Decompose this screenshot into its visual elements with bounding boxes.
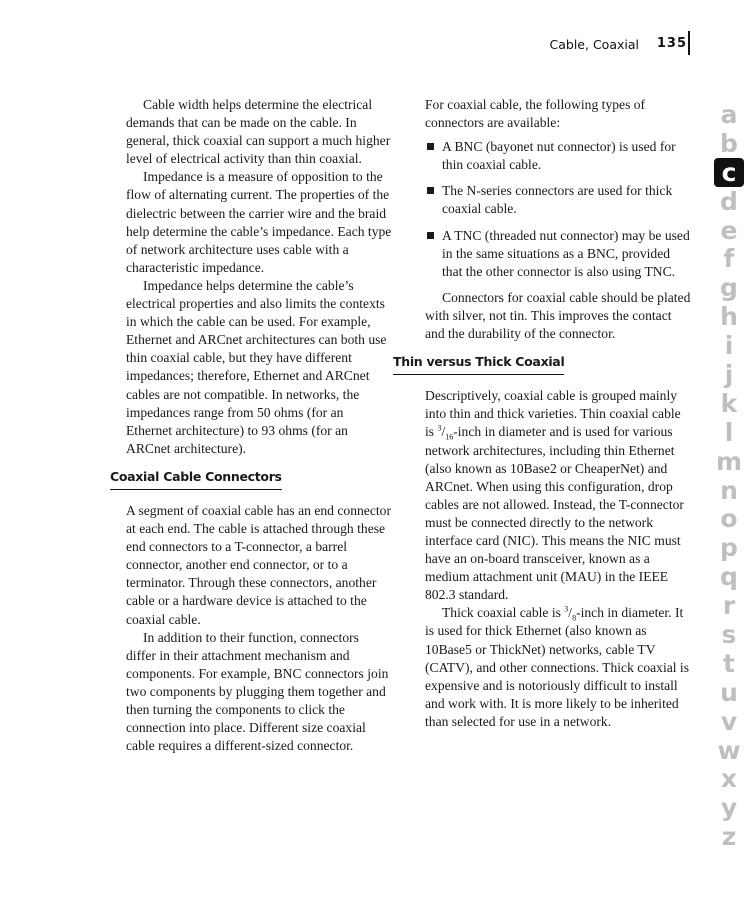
header-rule — [688, 31, 690, 55]
alpha-tab-m[interactable]: m — [715, 446, 743, 476]
paragraph-impedance-definition: Impedance is a measure of opposition to the flow of alternating current. The properties of the dielectric between the carrier wire and the braid help determine the cable’s impedance. Each type of network architecture uses cable with a characteristic impedance. — [126, 169, 392, 275]
alpha-tab-r[interactable]: r — [722, 591, 736, 621]
alpha-tab-x[interactable]: x — [720, 764, 738, 794]
section-heading-wrap — [110, 468, 392, 490]
alpha-tab-h[interactable]: h — [720, 302, 738, 332]
section-heading-wrap-2 — [393, 353, 691, 375]
paragraph-thin-coaxial: Descriptively, coaxial cable is grouped mainly into thin and thick varieties. Thin coaxial cable is $^3/_{16}$-inch in diameter and is used for various network architectures, including thin Ethernet (also known as 10Base2 or CheaperNet) and ARCnet. When using this configuration, drop cables are not allowed. Instead, the T-connector must be connected directly to the network interface card (NIC). This means the NIC must have an on-board transceiver, known as a medium attachment unit (MAU) in the IEEE 802.3 standard. — [425, 388, 684, 603]
alpha-tab-c[interactable]: c — [714, 158, 744, 187]
right-column — [393, 96, 691, 731]
alpha-tab-w[interactable]: w — [717, 735, 741, 765]
paragraph-impedance-properties: Impedance helps determine the cable’s electrical properties and also limits the contexts in which the cable can be used. For example, Ethernet and ARCnet architectures can both use thin coaxial cable, but they have different impedances; therefore, Ethernet and ARCnet cables are not compatible. In networks, the impedances range from 50 ohms (for an Ethernet architecture) to 93 ohms (for an ARCnet architecture). — [126, 277, 387, 456]
alpha-tab-d[interactable]: d — [720, 186, 738, 216]
alpha-tab-i[interactable]: i — [724, 331, 734, 361]
running-header-title: Cable, Coaxial — [549, 37, 639, 52]
paragraph-end-connectors: A segment of coaxial cable has an end connector at each end. The cable is attached through these end connectors to a T-connector, a barrel connector, another end connector, or to a terminator. Through these connectors, another cable or a hardware device is attached to the coaxial cable. — [126, 502, 391, 627]
list-item-n-series: The N-series connectors are used for thick coaxial cable. — [442, 182, 691, 218]
alpha-tab-b[interactable]: b — [720, 128, 738, 158]
list-item-bnc: A BNC (bayonet nut connector) is used for thin coaxial cable. — [442, 138, 691, 174]
alpha-tab-z[interactable]: z — [721, 822, 737, 852]
alpha-tab-s[interactable]: s — [721, 619, 737, 649]
paragraph-attachment-mechanism: In addition to their function, connectors differ in their attachment mechanism and components. For example, BNC connectors join two components by plugging them together and then turning the components to click the connection into place. Different size coaxial cable requires a different-sized connector. — [126, 629, 389, 754]
alpha-tab-v[interactable]: v — [720, 706, 738, 736]
alpha-tab-o[interactable]: o — [720, 504, 738, 534]
paragraph-thick-coaxial: Thick coaxial cable is $^3/_8$-inch in diameter. It is used for thick Ethernet (also known as 10Base5 or ThickNet) networks, cable TV (CATV), and other connections. Thick coaxial is expensive and is notoriously difficult to install and work with. It is more likely to be inherited than selected for use in a network. — [425, 604, 690, 729]
alpha-tab-u[interactable]: u — [720, 677, 738, 707]
alpha-tab-y[interactable]: y — [720, 793, 738, 823]
paragraph-connector-plating: Connectors for coaxial cable should be plated with silver, not tin. This improves the contact and the durability of the connector. — [425, 289, 691, 342]
paragraph-connector-types-intro: For coaxial cable, the following types of connectors are available: — [425, 97, 646, 131]
list-item-tnc: A TNC (threaded nut connector) may be used in the same situations as a BNC, provided that the other connector is also using TNC. — [442, 227, 691, 281]
connector-types-list — [409, 138, 691, 281]
thick-fraction-numerator: 3 — [564, 604, 569, 614]
alpha-tab-e[interactable]: e — [720, 215, 738, 245]
alpha-tab-t[interactable]: t — [723, 648, 735, 678]
thin-text-a: Descriptively, coaxial cable is grouped mainly into thin and thick varieties. Thin coaxial cable is — [425, 388, 681, 440]
thin-fraction-numerator: 3 — [437, 423, 442, 433]
alpha-tab-n[interactable]: n — [720, 475, 738, 505]
alpha-tab-a[interactable]: a — [720, 99, 738, 129]
left-column — [110, 96, 392, 755]
page-number: 135 — [656, 36, 687, 51]
alpha-tab-q[interactable]: q — [720, 562, 738, 592]
alpha-tab-l[interactable]: l — [724, 417, 734, 447]
alpha-tab-p[interactable]: p — [720, 533, 738, 563]
thick-text-a: Thick coaxial cable is — [442, 605, 565, 621]
alpha-tab-k[interactable]: k — [720, 388, 738, 418]
alpha-tab-j[interactable]: j — [724, 359, 734, 389]
thin-text-b: -inch in diameter and is used for various network architectures, including thin Ethernet (also known as 10Base2 or CheaperNet) and ARCnet. When using this configuration, drop cables are not allowed. Instead, the T-connector must be connected directly to the network interface card (NIC). This means the NIC must have an on-board transceiver, known as a medium attachment unit (MAU) in the IEEE 802.3 standard. — [425, 424, 684, 603]
alpha-tab-f[interactable]: f — [723, 244, 735, 274]
thin-fraction-denominator: 16 — [445, 433, 454, 443]
section-heading-connectors: Coaxial Cable Connectors — [110, 468, 282, 490]
thick-fraction-denominator: 8 — [572, 614, 577, 624]
section-heading-thin-vs-thick: Thin versus Thick Coaxial — [393, 353, 564, 375]
paragraph-cable-width: Cable width helps determine the electrical demands that can be made on the cable. In general, thick coaxial can support a much higher level of electrical activity than thin coaxial. — [126, 97, 391, 167]
thick-text-b: -inch in diameter. It is used for thick Ethernet (also known as 10Base5 or ThickNet) networks, cable TV (CATV), and other connections. Thick coaxial is expensive and is notoriously difficult to install and work with. It is more likely to be inherited than selected for use in a network. — [425, 605, 690, 729]
alphabet-thumb-index — [714, 100, 744, 851]
alpha-tab-g[interactable]: g — [720, 273, 738, 303]
